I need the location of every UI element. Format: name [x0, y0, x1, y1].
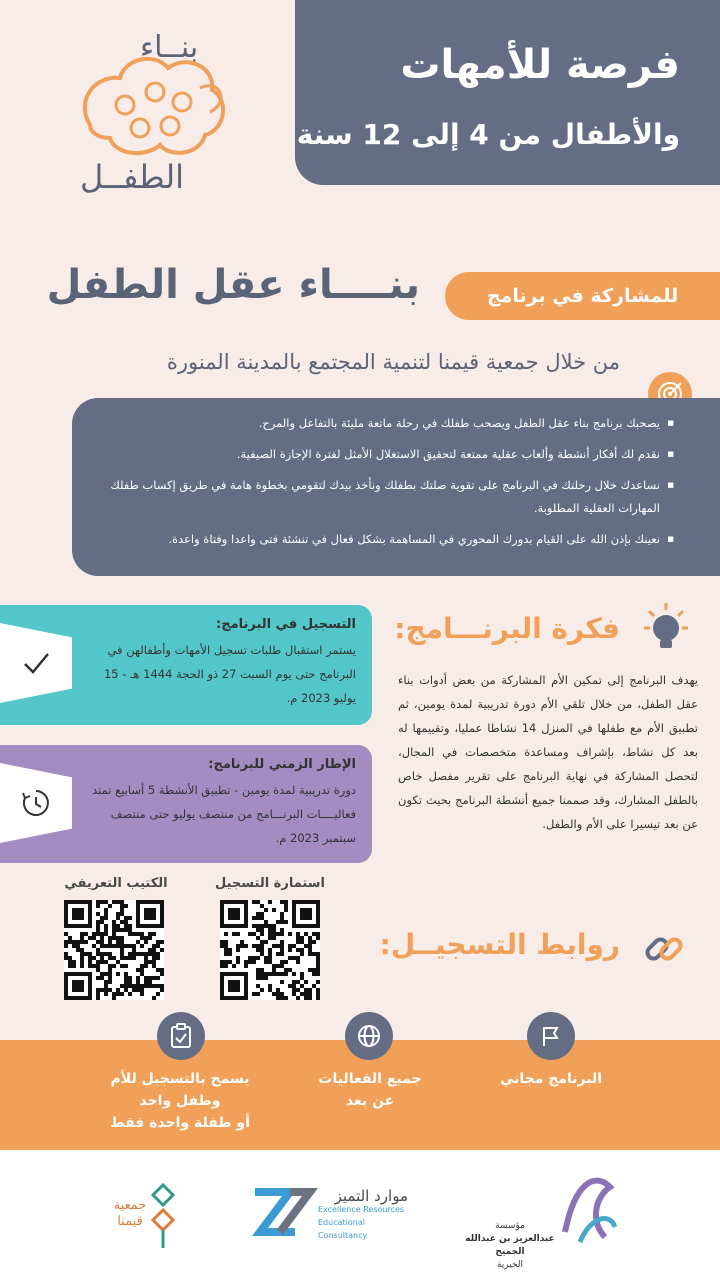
benefit-item: ■ يصحبك برنامج بناء عقل الطفل ويصحب طفلك في رحلة ماتعة مليئة بالتفاعل والمرح. — [92, 412, 674, 435]
timeline-card-body: دورة تدريبية لمدة يومين - تطبيق الأنشطة 5 أسابيع تمتد فعاليــــات البرنـــامج من منتصف يوليو حتى منتصف سبتمبر 2023 م. — [92, 783, 356, 845]
qiyamna-line-2: قيمنا — [117, 1214, 143, 1229]
registration-card-body: يستمر استقبال طلبات تسجيل الأمهات وأطفالهن في البرنامج حتى يوم السبت 27 ذو الحجة 1444 هـ - 15 يوليو 2023 م. — [103, 643, 356, 705]
registration-card — [0, 605, 372, 725]
qr-registration-label: استمارة التسجيل — [215, 876, 325, 891]
feature-free: البرنامج مجاني — [499, 1071, 603, 1087]
timeline-card — [0, 745, 372, 863]
qiyamna-logo — [148, 1180, 178, 1250]
flag-icon — [527, 1012, 575, 1060]
chain-link-icon — [640, 925, 688, 973]
clock-icon — [20, 787, 52, 819]
idea-text: يهدف البرنامج إلى تمكين الأم المشاركة من بعض أدوات بناء عقل الطفل، من خلال تلقي الأم دورة تدريبية لمدة يومين، ثم تطبيق الأم مع طفلها في المنزل 14 نشاطا عمليا، وتقييمها له بعد كل نشاط، بإشراف ومساعدة متخصصات في المجال، لتحصل المشاركة في نهاية البرنامج على تقرير مفصل خاص بالطفل المشارك، وقد صممنا جميع أنشطة البرنامج بحيث تكون عن بعد تيسيرا على الأم والطفل. — [398, 673, 698, 831]
globe-icon — [345, 1012, 393, 1060]
benefit-item: ■ نساعدك خلال رحلتك في البرنامج على تقوية صلتك بطفلك ونأخذ بيدك لتقومي بخطوة هامة في طريق إكساب طفلك المهارات العقلية المطلوبة. — [92, 474, 674, 520]
card-tab — [0, 763, 72, 843]
excellence-arabic-name: موارد التميز — [334, 1187, 408, 1205]
foundation-line-3: الخيرية — [496, 1260, 524, 1270]
idea-title: فكرة البرنـــامج: — [394, 612, 620, 645]
logo-bottom-text: الطفــل — [80, 158, 185, 196]
benefits-panel — [72, 398, 720, 576]
excellence-resources-logo — [250, 1182, 320, 1242]
links-title: روابط التسجيــل: — [379, 928, 620, 961]
card-tab — [0, 623, 72, 703]
sponsors-footer — [0, 1150, 720, 1280]
logo-top-text: بنــاء — [140, 30, 199, 65]
feature-remote: جميع الفعاليات عن بعد — [318, 1071, 422, 1109]
benefit-item: ■ نقدم لك أفكار أنشطة وألعاب عقلية ممتعة لتحقيق الاستغلال الأمثل لفترة الإجازة الصيفية. — [92, 443, 674, 466]
program-logo — [70, 30, 245, 200]
foundation-line-2: عبدالعزيز بن عبدالله الجميح — [465, 1234, 555, 1257]
excellence-english-sub: Educational Consultancy — [318, 1218, 368, 1240]
registration-card-title: التسجيل في البرنامج: — [216, 617, 356, 632]
header-panel — [295, 0, 720, 185]
check-icon — [21, 648, 51, 678]
feature-eligibility: يسمح بالتسجيل للأم وطفل واحد أو طفلة واحدة فقط — [110, 1071, 250, 1131]
participation-badge: للمشاركة في برنامج — [445, 272, 720, 320]
benefit-item: ■ نعينك بإذن الله على القيام بدورك المحوري في المساهمة بشكل فعال في تنشئة فتى واعدا وفتاة واعدة. — [92, 528, 674, 551]
organization-line: من خلال جمعية قيمنا لتنمية المجتمع بالمدينة المنورة — [166, 350, 620, 374]
program-name: بنــــاء عقل الطفل — [46, 262, 420, 308]
qiyamna-line-1: جمعية — [113, 1198, 147, 1213]
lightbulb-icon — [636, 600, 696, 660]
brochure-qr-code[interactable] — [64, 900, 164, 1000]
header-title: فرصة للأمهات — [400, 42, 680, 88]
jomaih-foundation-logo — [555, 1162, 625, 1252]
timeline-card-title: الإطار الزمني للبرنامج: — [208, 757, 356, 772]
header-subtitle: والأطفال من 4 إلى 12 سنة — [296, 118, 680, 151]
registration-qr-code[interactable] — [220, 900, 320, 1000]
excellence-english-name: Excellence Resources — [318, 1205, 405, 1214]
foundation-line-1: مؤسسة — [495, 1221, 525, 1231]
qr-brochure-label: الكتيب التعريفي — [64, 876, 168, 891]
clipboard-icon — [157, 1012, 205, 1060]
features-band — [0, 1040, 720, 1150]
